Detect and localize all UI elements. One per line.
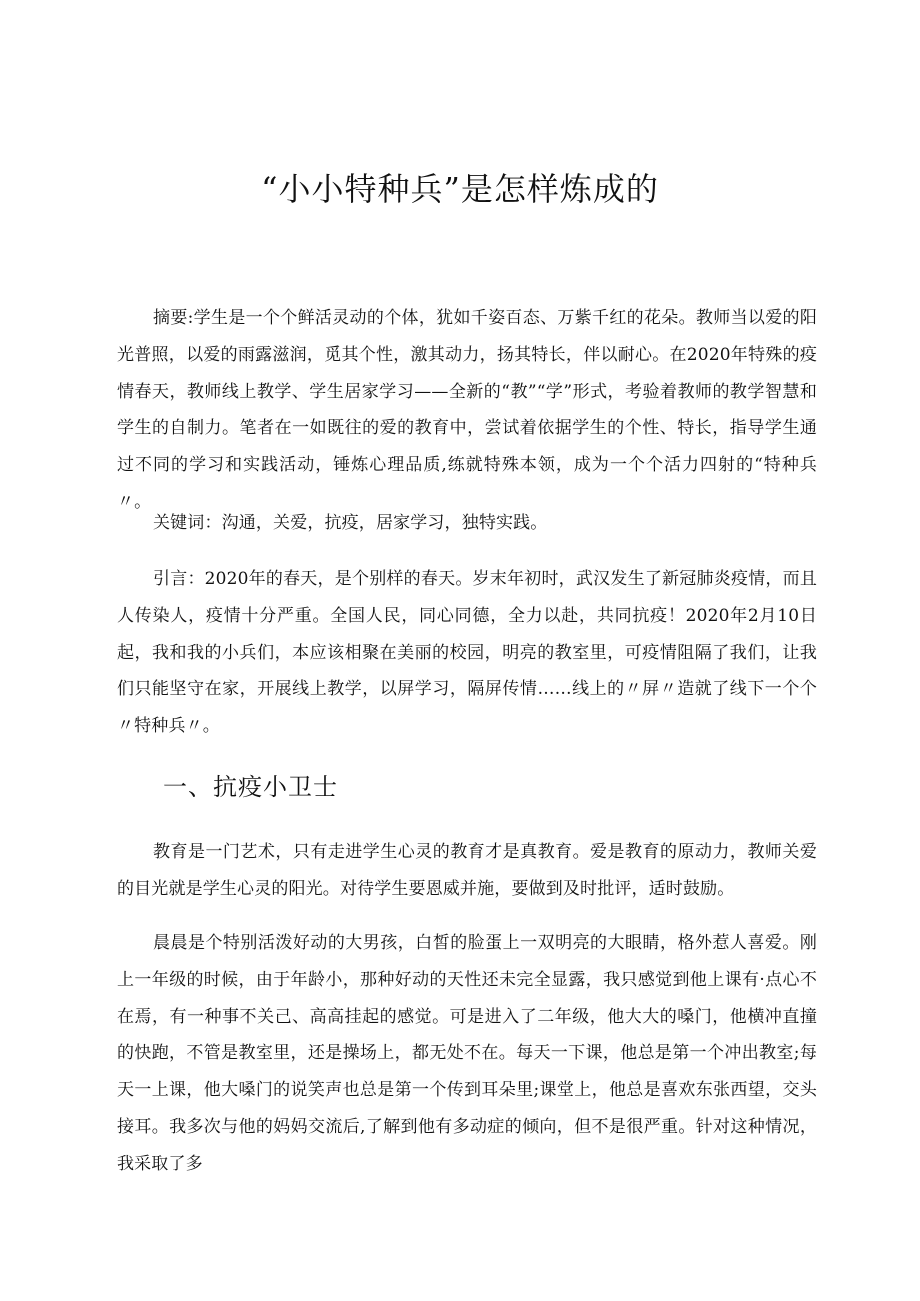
section-paragraph-education: 教育是一门艺术，只有走进学生心灵的教育才是真教育。爱是教育的原动力，教师关爱的目光就是学生心灵的阳光。对待学生要恩威并施，要做到及时批评，适时鼓励。 xyxy=(117,842,817,899)
abstract-paragraph: 摘要:学生是一个个鲜活灵动的个体，犹如千姿百态、万紫千红的花朵。教师当以爱的阳光普照，以爱的雨露滋润，觅其个性，激其动力，扬其特长，伴以耐心。在2020年特殊的疫情春天，教师线上教学、学生居家学习——全新的“教”“学”形式，考验着教师的教学智慧和学生的自制力。笔者在一如既往的爱的教育中，尝试着依据学生的个性、特长，指导学生通过不同的学习和实践活动，锤炼心理品质,练就特殊本领，成为一个个活力四射的“特种兵〃。 xyxy=(117,308,817,512)
section-heading: 一、抗疫小卫士 xyxy=(163,773,338,801)
document-title: “小小特种兵”是怎样炼成的 xyxy=(261,170,659,208)
section-paragraph-chenchen: 晨晨是个特别活泼好动的大男孩，白皙的脸蛋上一双明亮的大眼睛，格外惹人喜爱。刚上一年级的时候，由于年龄小，那种好动的天性还未完全显露，我只感觉到他上课有·点心不在焉，有一种事不关己、高高挂起的感觉。可是进入了二年级，他大大的嗓门，他横冲直撞的快跑，不管是教室里，还是操场上，都无处不在。每天一下课，他总是第一个冲出教室;每天一上课，他大嗓门的说笑声也总是第一个传到耳朵里;课堂上，他总是喜欢东张西望，交头接耳。我多次与他的妈妈交流后,了解到他有多动症的倾向，但不是很严重。针对这种情况，我采取了多 xyxy=(117,933,817,1174)
introduction-paragraph: 引言：2020年的春天，是个别样的春天。岁末年初时，武汉发生了新冠肺炎疫情，而且人传染人，疫情十分严重。全国人民，同心同德，全力以赴，共同抗疫！2020年2月10日起，我和我的小兵们，本应该相聚在美丽的校园，明亮的教室里，可疫情阻隔了我们，让我们只能坚守在家，开展线上教学，以屏学习，隔屏传情……线上的〃屏〃造就了线下一个个〃特种兵〃。 xyxy=(117,569,817,737)
keywords-paragraph: 关键词：沟通，关爱，抗疫，居家学习，独特实践。 xyxy=(153,513,548,533)
